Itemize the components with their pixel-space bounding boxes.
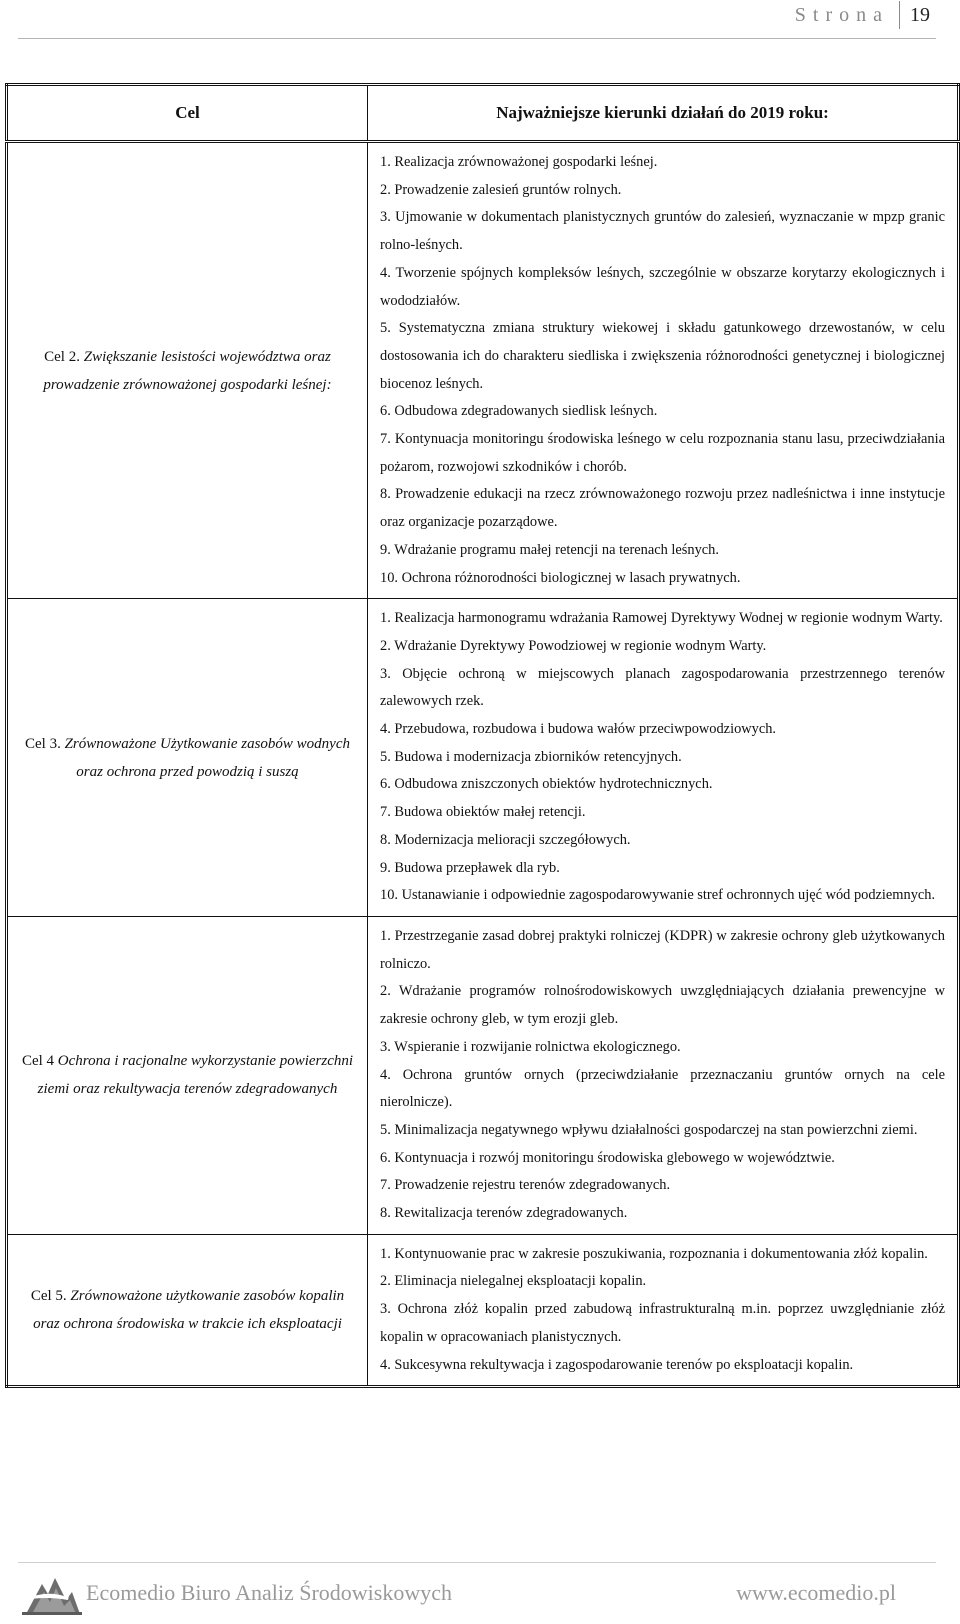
action-item: 5. Systematyczna zmiana struktury wiekowej i składu gatunkowego drzewostanów, w celu dostosowania ich do charakteru siedliska i zwiększenia różnorodności genetycznej i biologicznej biocenoz leśnych. [380, 320, 945, 392]
action-item: 4. Przebudowa, rozbudowa i budowa wałów przeciwpowodziowych. [380, 721, 777, 738]
col-header-kierunki: Najważniejsze kierunki działań do 2019 roku: [368, 85, 959, 142]
cel-title: Zwiększanie lesistości województwa oraz prowadzenie zrównoważonej gospodarki leśnej: [43, 348, 332, 393]
company-name: Ecomedio Biuro Analiz Środowiskowych [86, 1580, 453, 1605]
action-item: 6. Odbudowa zniszczonych obiektów hydrotechnicznych. [380, 776, 713, 793]
goals-table [5, 83, 960, 1388]
table-row [7, 916, 959, 1234]
action-item: 3. Objęcie ochroną w miejscowych planach zagospodarowania przestrzennego terenów zalewowych rzek. [380, 665, 945, 710]
page-number: 19 [910, 3, 930, 26]
action-item: 8. Prowadzenie edukacji na rzecz zrównoważonego rozwoju przez nadleśnictwa i inne instytucje oraz organizacje pozarządowe. [380, 486, 945, 531]
action-item: 4. Tworzenie spójnych kompleksów leśnych, szczególnie w obszarze korytarzy ekologicznych i wododziałów. [380, 264, 945, 309]
action-item: 4. Ochrona gruntów ornych (przeciwdziałanie przeznaczaniu gruntów ornych na cele nierolnicze). [380, 1066, 945, 1111]
footer [18, 1568, 936, 1618]
action-item: 8. Rewitalizacja terenów zdegradowanych. [380, 1205, 628, 1222]
action-item: 10. Ochrona różnorodności biologicznej w lasach prywatnych. [380, 569, 741, 586]
action-item: 2. Wdrażanie programów rolnośrodowiskowych uwzględniających działania prewencyjne w zakresie ochrony gleb, w tym erozji gleb. [380, 983, 945, 1028]
action-item: 2. Wdrażanie Dyrektywy Powodziowej w regionie wodnym Warty. [380, 637, 767, 654]
cel-cell [7, 599, 368, 917]
cel-cell [7, 142, 368, 599]
table-row [7, 1234, 959, 1387]
actions-cell [368, 142, 959, 599]
table-header-row [7, 85, 959, 142]
action-item: 1. Realizacja zrównoważonej gospodarki leśnej. [380, 154, 658, 170]
action-item: 8. Modernizacja melioracji szczegółowych. [380, 831, 631, 848]
cel-label: Cel 5. [30, 1287, 67, 1304]
action-item: 7. Kontynuacja monitoringu środowiska leśnego w celu rozpoznania stanu lasu, przeciwdziałania pożarom, rozwojowi szkodników i chorób. [380, 431, 945, 475]
action-item: 10. Ustanawianie i odpowiednie zagospodarowywanie stref ochronnych ujęć wód podziemnych. [380, 887, 936, 904]
actions-cell [368, 1234, 959, 1387]
action-item: 9. Wdrażanie programu małej retencji na terenach leśnych. [380, 541, 719, 558]
ecomedio-tree-logo-icon [22, 1570, 82, 1616]
action-item: 7. Prowadzenie rejestru terenów zdegradowanych. [380, 1177, 671, 1194]
table-body [7, 142, 959, 1387]
cel-title: Ochrona i racjonalne wykorzystanie powierzchni ziemi oraz rekultywacja terenów zdegradowanych [37, 1053, 354, 1098]
action-item: 2. Prowadzenie zalesień gruntów rolnych. [380, 181, 622, 198]
footer-rule [18, 1562, 936, 1563]
col-header-cel: Cel [7, 85, 368, 142]
actions-cell [368, 599, 959, 917]
cel-title: Zrównoważone Użytkowanie zasobów wodnych oraz ochrona przed powodzią i suszą [64, 735, 350, 780]
cel-cell [7, 916, 368, 1234]
action-item: 3. Ochrona złóż kopalin przed zabudową infrastrukturalną m.in. poprzez uwzględnianie złóż kopalin w opracowaniach planistycznych. [380, 1301, 945, 1345]
action-item: 3. Ujmowanie w dokumentach planistycznych gruntów do zalesień, wyznaczanie w mpzp granic rolno-leśnych. [380, 209, 945, 254]
action-item: 9. Budowa przepławek dla ryb. [380, 859, 560, 876]
action-item: 1. Przestrzeganie zasad dobrej praktyki rolniczej (KDPR) w zakresie ochrony gleb użytkowanych rolniczo. [380, 927, 945, 972]
action-item: 3. Wspieranie i rozwijanie rolnictwa ekologicznego. [380, 1038, 681, 1055]
action-item: 4. Sukcesywna rekultywacja i zagospodarowanie terenów po eksploatacji kopalin. [380, 1356, 854, 1373]
cel-label: Cel 4 [21, 1053, 55, 1070]
header-rule [18, 38, 936, 39]
website-link[interactable]: www.ecomedio.pl [736, 1580, 896, 1605]
cel-label: Cel 3. [24, 735, 61, 752]
action-item: 5. Budowa i modernizacja zbiorników retencyjnych. [380, 748, 682, 765]
action-item: 6. Kontynuacja i rozwój monitoringu środowiska glebowego w województwie. [380, 1149, 835, 1166]
table-row [7, 599, 959, 917]
header-separator [899, 1, 900, 29]
action-item: 1. Realizacja harmonogramu wdrażania Ramowej Dyrektywy Wodnej w regionie wodnym Warty. [380, 610, 943, 627]
actions-cell [368, 916, 959, 1234]
action-item: 2. Eliminacja nielegalnej eksploatacji kopalin. [380, 1273, 647, 1290]
strona-label: Strona [794, 3, 889, 26]
cel-label: Cel 2. [44, 348, 80, 365]
table-row [7, 142, 959, 599]
action-item: 1. Kontynuowanie prac w zakresie poszukiwania, rozpoznania i dokumentowania złóż kopalin. [380, 1245, 928, 1262]
cel-title: Zrównoważone użytkowanie zasobów kopalin oraz ochrona środowiska w trakcie ich eksploatacji [33, 1287, 345, 1332]
action-item: 5. Minimalizacja negatywnego wpływu działalności gospodarczej na stan powierzchni ziemi. [380, 1121, 918, 1138]
action-item: 7. Budowa obiektów małej retencji. [380, 804, 586, 821]
page-header [795, 0, 930, 30]
cel-cell [7, 1234, 368, 1387]
action-item: 6. Odbudowa zdegradowanych siedlisk leśnych. [380, 403, 658, 420]
